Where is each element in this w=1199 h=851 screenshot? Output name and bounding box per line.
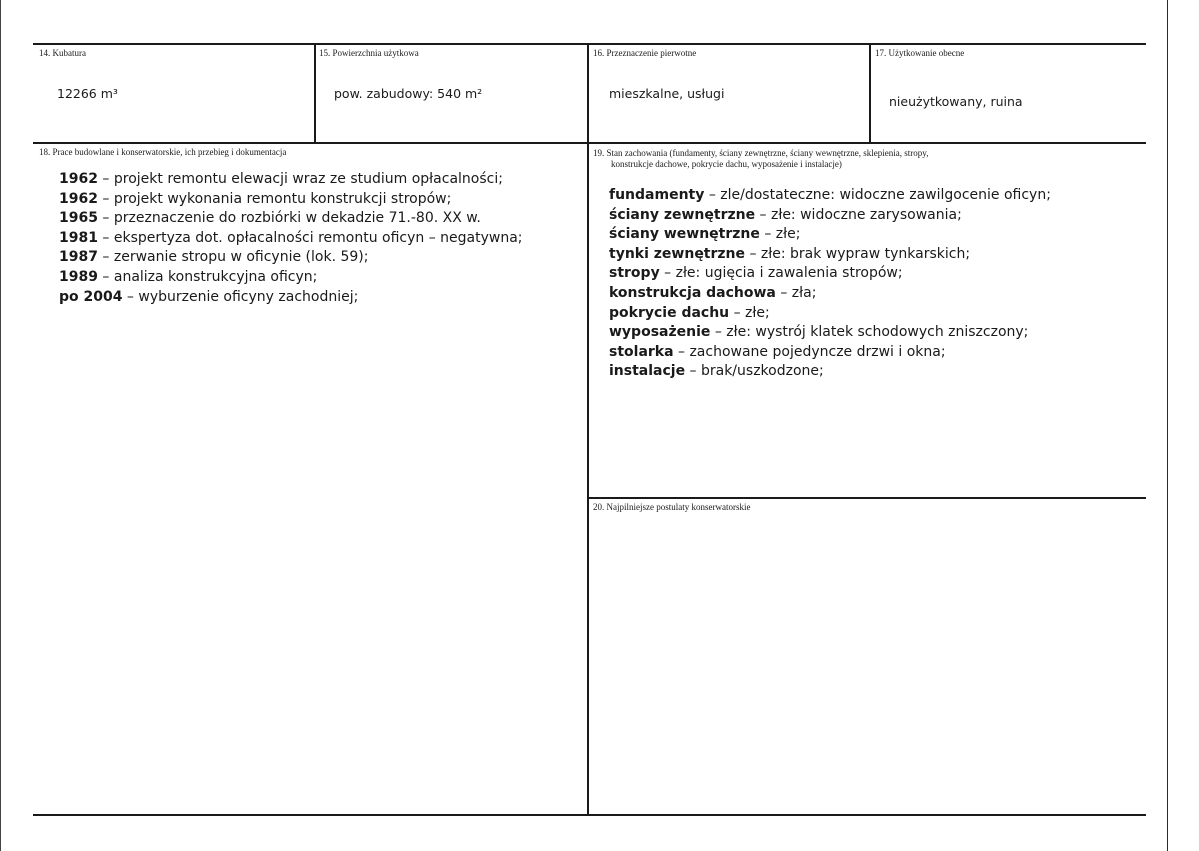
history-entry-text: – przeznaczenie do rozbiórki w dekadzie 71.-80. XX w. <box>97 210 481 227</box>
history-entry-year: 1965 <box>59 210 98 227</box>
condition-entry-text: – zła; <box>775 284 817 301</box>
field-15-value: pow. zabudowy: 540 m² <box>334 86 483 101</box>
condition-entry-text: – złe: brak wypraw tynkarskich; <box>745 245 971 262</box>
condition-entry-text: – złe: widoczne zarysowania; <box>755 206 962 223</box>
condition-entry-element: pokrycie dachu <box>609 304 730 321</box>
condition-entry <box>609 206 1051 226</box>
condition-entry <box>609 304 1051 324</box>
field-14-label: 14. Kubatura <box>39 48 86 58</box>
condition-entry <box>609 186 1051 206</box>
history-entry-text: – ekspertyza dot. opłacalności remontu oficyn – negatywna; <box>97 229 523 246</box>
condition-entry-element: tynki zewnętrzne <box>609 245 746 262</box>
field-19-label-line-1: 19. Stan zachowania (fundamenty, ściany zewnętrzne, ściany wewnętrzne, sklepienia, stropy, <box>593 148 929 158</box>
history-entry <box>59 268 523 288</box>
field-16-label: 16. Przeznaczenie pierwotne <box>593 48 697 58</box>
field-18-entries <box>59 170 523 307</box>
condition-entry-element: fundamenty <box>609 187 705 203</box>
history-entry <box>59 209 523 229</box>
bottom-border <box>33 814 1146 816</box>
condition-entry <box>609 225 1051 245</box>
history-entry-text: – zerwanie stropu w oficynie (lok. 59); <box>97 249 369 266</box>
history-entry <box>59 248 523 268</box>
history-entry-text: – projekt remontu elewacji wraz ze studium opłacalności; <box>97 171 503 187</box>
field-16-value: mieszkalne, usługi <box>609 86 725 101</box>
condition-entry <box>609 245 1051 265</box>
field-15-label: 15. Powierzchnia użytkowa <box>319 48 419 58</box>
condition-entry-text: – zle/dostateczne: widoczne zawilgocenie oficyn; <box>704 187 1051 203</box>
condition-entry-text: – brak/uszkodzone; <box>685 363 824 380</box>
field-14-value: 12266 m³ <box>57 86 118 101</box>
condition-entry-text: – złe; <box>759 226 801 243</box>
condition-entry <box>609 264 1051 284</box>
condition-entry-element: ściany zewnętrzne <box>609 206 756 223</box>
history-entry-text: – wyburzenie oficyny zachodniej; <box>122 288 359 305</box>
top-border <box>33 43 1146 45</box>
history-entry <box>59 170 523 190</box>
history-entry-text: – projekt wykonania remontu konstrukcji stropów; <box>97 190 452 207</box>
condition-entry-element: wyposażenie <box>609 324 711 341</box>
history-entry-year: 1962 <box>59 190 98 207</box>
condition-entry-text: – złe; <box>729 304 770 321</box>
condition-entry-element: stolarka <box>609 343 674 360</box>
history-entry-year: 1987 <box>59 249 98 266</box>
condition-entry-element: ściany wewnętrzne <box>609 226 760 243</box>
condition-entry-text: – złe: wystrój klatek schodowych zniszczony; <box>710 324 1029 341</box>
condition-entry-element: konstrukcja dachowa <box>609 284 776 301</box>
history-entry-year: 1989 <box>59 268 98 285</box>
field-17-value: nieużytkowany, ruina <box>889 94 1023 109</box>
history-entry <box>59 229 523 249</box>
column-divider-3 <box>869 43 871 143</box>
condition-entry-text: – zachowane pojedyncze drzwi i okna; <box>673 343 946 360</box>
condition-entry-element: stropy <box>609 265 660 282</box>
column-divider-2 <box>587 43 589 815</box>
condition-entry-element: instalacje <box>609 363 686 380</box>
history-entry-text: – analiza konstrukcyjna oficyn; <box>97 268 318 285</box>
row-divider-1 <box>33 142 1146 144</box>
condition-entry <box>609 284 1051 304</box>
row-divider-2 <box>588 497 1146 499</box>
condition-entry-text: – złe: ugięcia i zawalenia stropów; <box>659 265 903 282</box>
scan-edge-left <box>0 0 1 851</box>
field-19-entries <box>609 186 1051 382</box>
field-19-label-line-2: konstrukcje dachowe, pokrycie dachu, wyposażenie i instalacje) <box>611 159 842 169</box>
column-divider-1 <box>314 43 316 143</box>
field-17-label: 17. Użytkowanie obecne <box>875 48 965 58</box>
history-entry-year: 1981 <box>59 229 98 246</box>
history-entry-year: po 2004 <box>59 288 123 305</box>
scan-edge-right <box>1167 0 1168 851</box>
history-entry-year: 1962 <box>59 171 98 187</box>
condition-entry <box>609 323 1051 343</box>
field-18-label: 18. Prace budowlane i konserwatorskie, ich przebieg i dokumentacja <box>39 147 287 157</box>
history-entry <box>59 288 523 308</box>
condition-entry <box>609 343 1051 363</box>
field-20-label: 20. Najpilniejsze postulaty konserwatorskie <box>593 502 751 512</box>
history-entry <box>59 190 523 210</box>
condition-entry <box>609 362 1051 382</box>
